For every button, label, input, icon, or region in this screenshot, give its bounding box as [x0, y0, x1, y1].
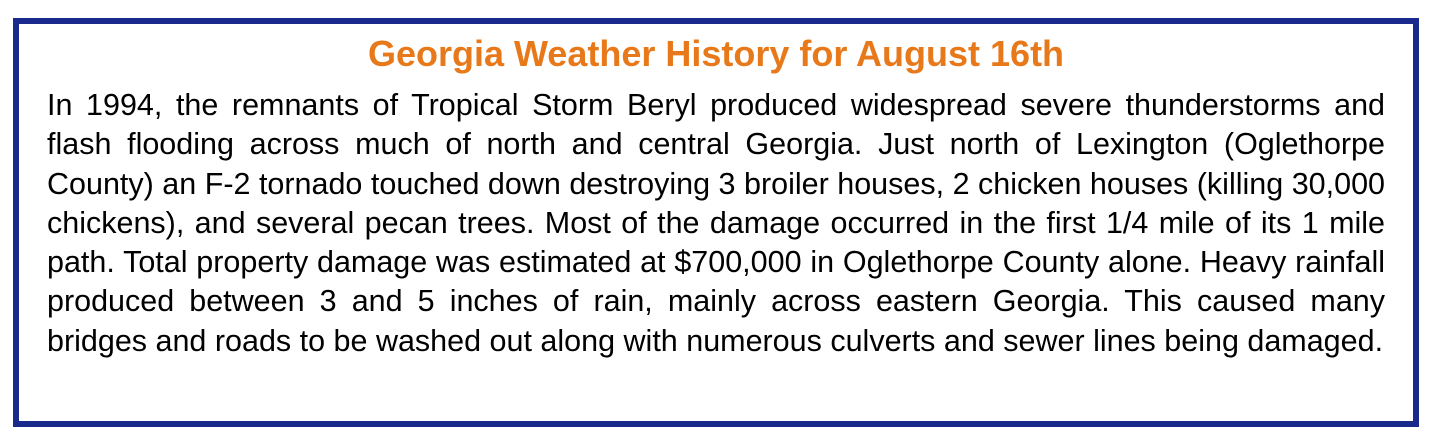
history-paragraph: In 1994, the remnants of Tropical Storm Beryl produced widespread severe thunderstorms and flash flooding across much of north and central Georgia. Just north of Lexington (Oglethorpe County) an F-2 tornado touched down destroying 3 broiler houses, 2 chicken houses (killing 30,000 chickens), and several pecan trees. Most of the damage occurred in the first 1/4 mile of its 1 mile path. Total property damage was estimated at $700,000 in Oglethorpe County alone. Heavy rainfall produced between 3 and 5 inches of rain, mainly across eastern Georgia. This caused many bridges and roads to be washed out along with numerous culverts and sewer lines being damaged. [47, 88, 1385, 358]
page-title: Georgia Weather History for August 16th [367, 33, 1065, 74]
weather-history-panel [13, 18, 1419, 427]
